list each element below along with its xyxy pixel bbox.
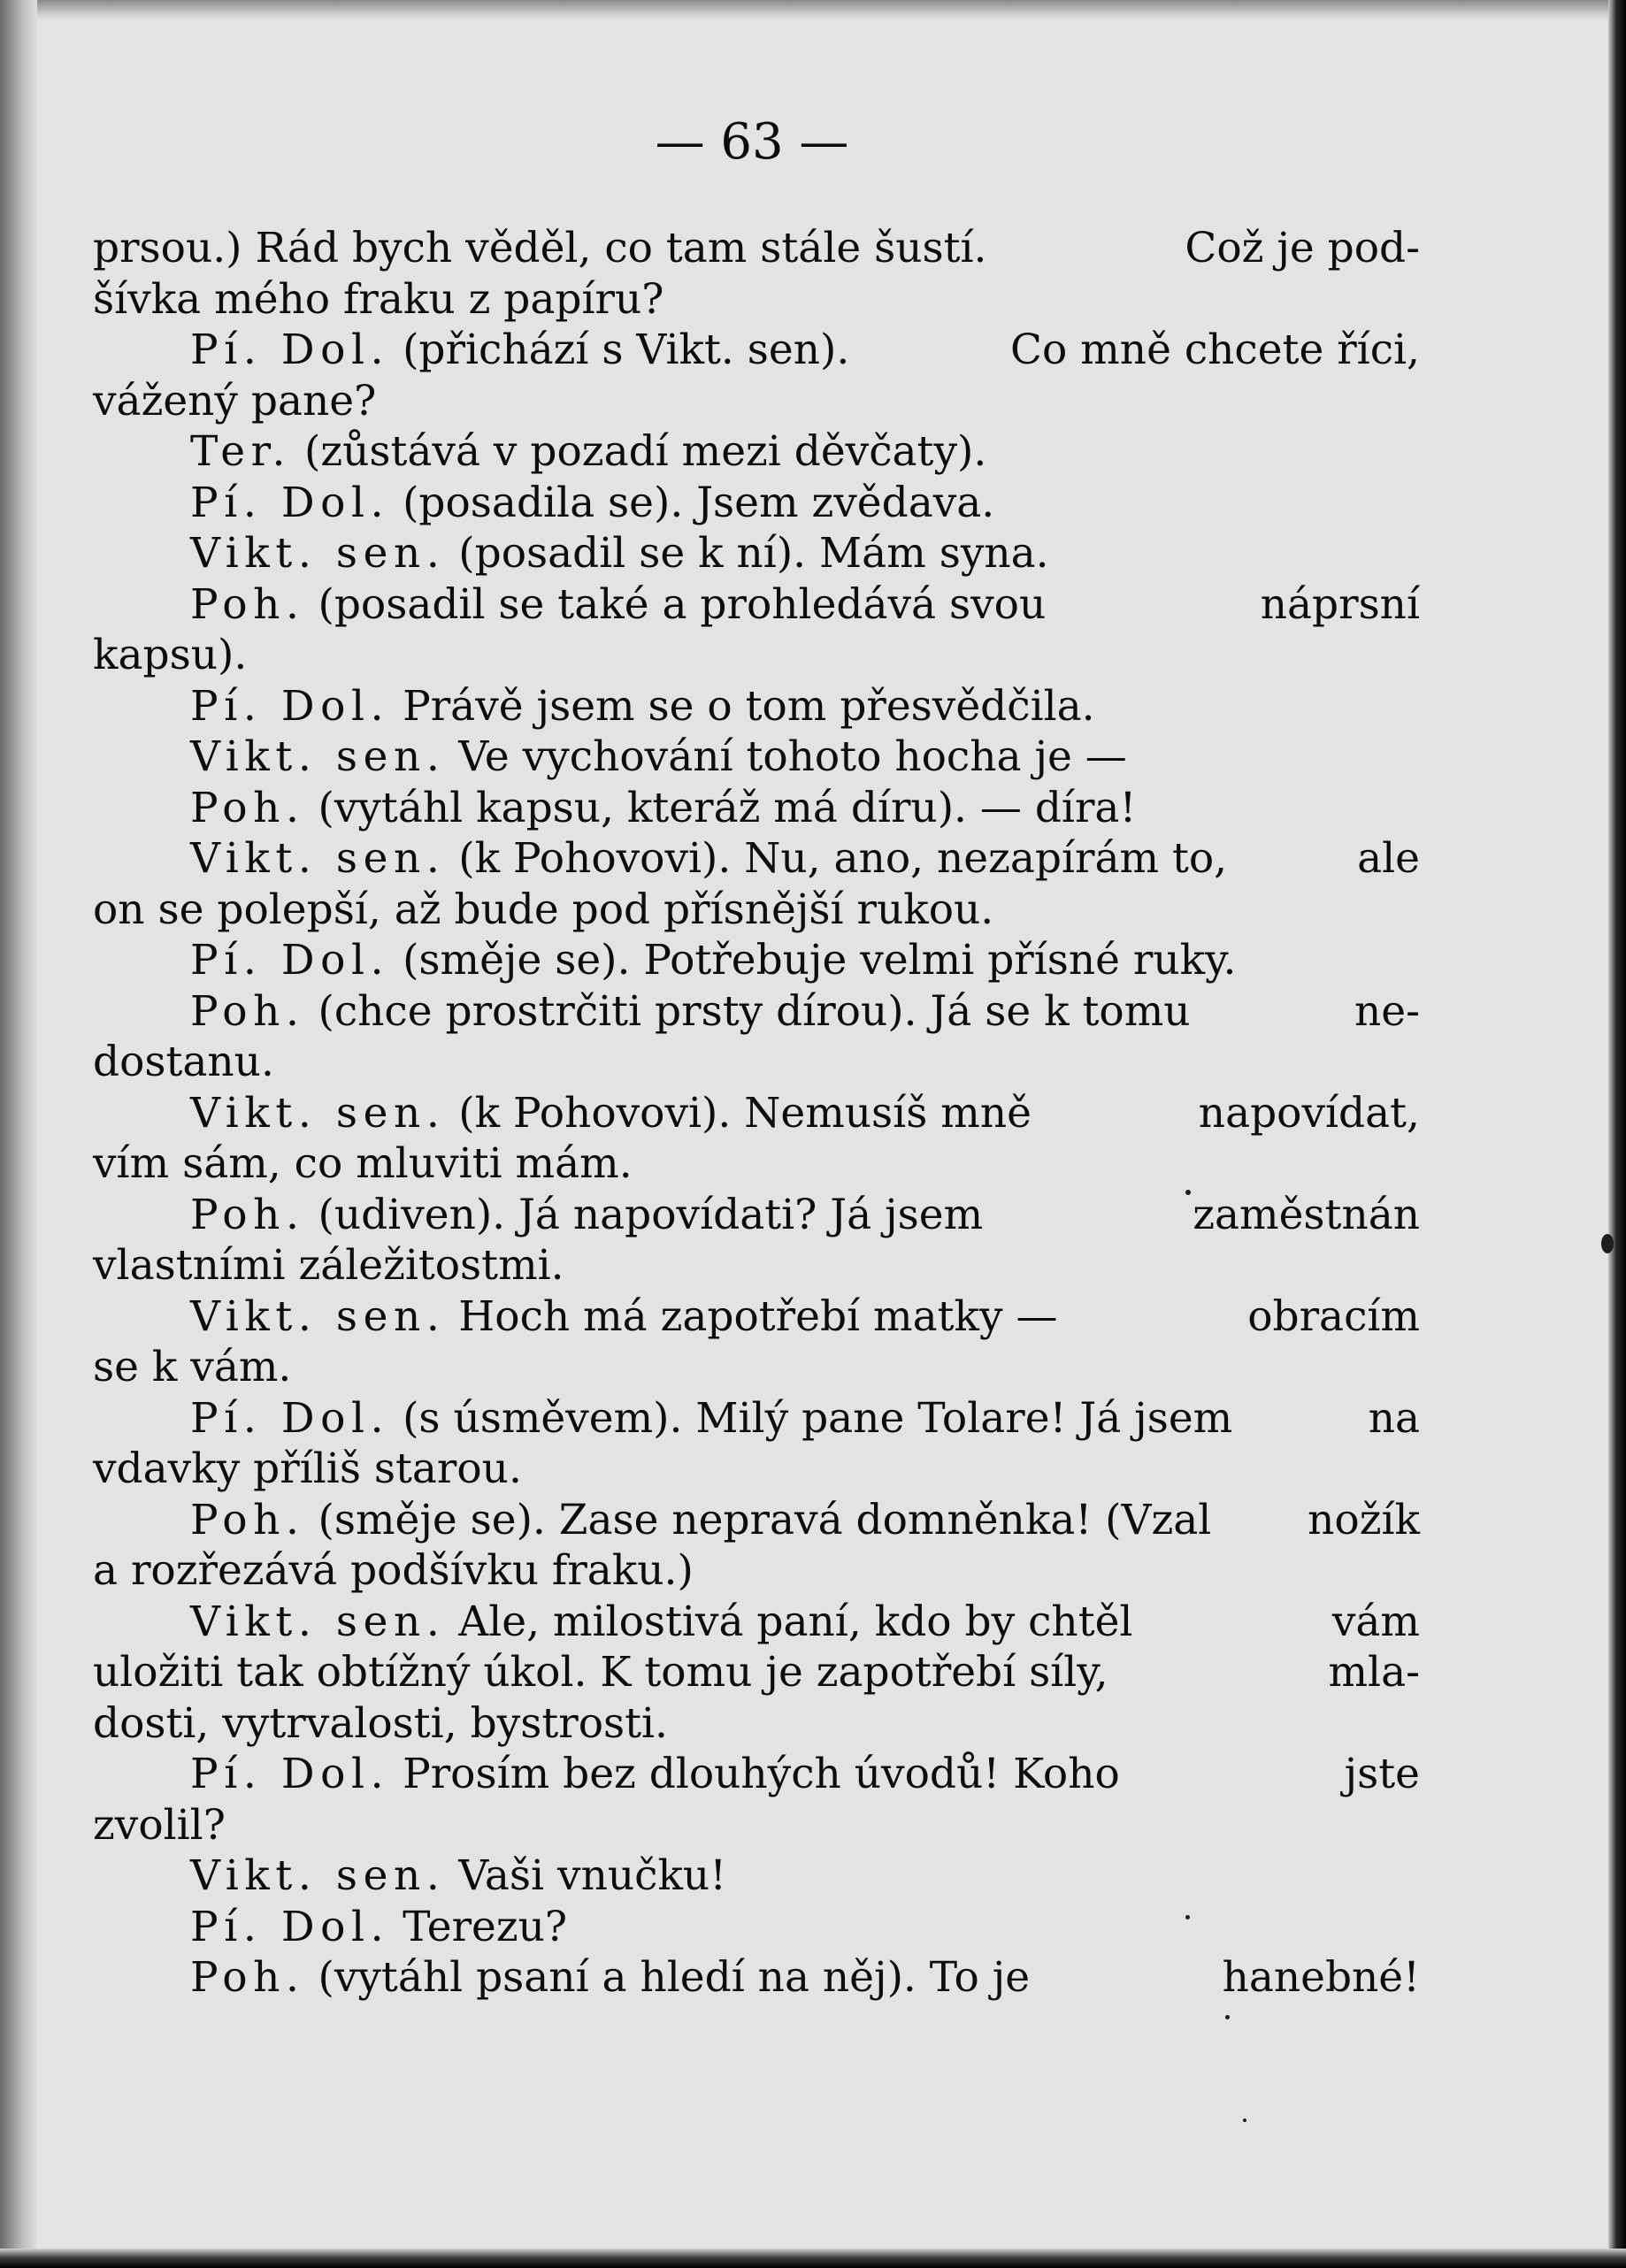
speaker-name: Poh. [190,1495,305,1544]
line-segment [190,784,1136,832]
line-text: Ve vychování tohoto hocha je — [445,732,1127,781]
line-text: (vytáhl psaní a hledí na něj). To je [304,1953,1031,2002]
line-text: (s úsměvem). Milý pane Tolare! Já jsem [389,1393,1233,1443]
line-segment [93,223,986,274]
text-line [93,1088,1420,1139]
line-segment: jste [1344,1750,1420,1798]
line-segment [190,1597,1132,1648]
line-segment: hanebné! [1222,1953,1420,2002]
text-line [93,1800,1420,1851]
speaker-name: Ter. [190,427,292,476]
line-segment [190,833,1227,885]
line-segment [93,1343,291,1391]
speaker-name: Vikt. sen. [190,732,446,781]
speaker-name: Poh. [190,986,305,1036]
text-line [93,376,1420,427]
line-segment: napovídat, [1198,1088,1420,1138]
line-segment [190,325,849,376]
text-line [93,1444,1420,1495]
line-text: kapsu). [93,631,248,679]
line-segment: vám [1331,1597,1420,1646]
speaker-name: Vikt. sen. [190,1291,446,1341]
text-line [93,1291,1420,1343]
line-segment [190,732,1127,781]
line-segment: ne- [1354,986,1420,1036]
text-line [93,935,1420,986]
text-line [93,1647,1420,1698]
speaker-name: Pí. Dol. [190,1393,390,1443]
line-text: Vaši vnučku! [445,1851,727,1900]
text-line [93,681,1420,732]
line-segment [190,1903,567,1951]
line-text: a rozřezává podšívku fraku.) [93,1546,694,1595]
line-text: (směje se). Potřebuje velmi přísné ruky. [389,936,1237,985]
page-edge-right [1608,0,1626,2268]
text-line [93,783,1420,834]
text-line [93,1850,1420,1902]
text-line [93,986,1420,1038]
print-speck [1225,2015,1230,2019]
text-line [93,1698,1420,1750]
print-speck [1243,2119,1246,2122]
print-speck [1185,1190,1191,1195]
speaker-name: Vikt. sen. [190,529,446,578]
line-text: on se polepší, až bude pod přísnější rukou. [93,885,994,934]
text-line [93,325,1420,376]
print-speck [1185,1915,1190,1919]
line-segment [93,275,663,324]
line-segment [190,1190,983,1241]
speaker-name: Poh. [190,783,305,832]
line-segment [190,1495,1211,1546]
line-text: Hoch má zapotřebí matky — [445,1291,1058,1341]
text-line [93,528,1420,579]
text-line [93,630,1420,681]
text-line [93,1393,1420,1444]
line-segment [190,986,1191,1038]
line-segment [190,1851,726,1900]
line-text: vlastními záležitostmi. [93,1241,564,1290]
play-text-block [93,223,1420,2004]
line-text: (k Pohovovi). Nemusíš mně [445,1088,1032,1138]
text-line [93,1597,1420,1648]
speaker-name: Pí. Dol. [190,478,390,527]
line-text: (přichází s Vikt. sen). [389,326,850,374]
line-text: (udiven). Já napovídati? Já jsem [304,1190,984,1239]
line-segment [93,1139,633,1188]
text-line [93,833,1420,885]
text-line [93,1037,1420,1088]
line-segment: Což je pod- [1185,224,1420,272]
text-line [93,885,1420,936]
line-segment [190,1393,1232,1444]
line-text: Terezu? [389,1902,568,1951]
line-segment: nožík [1308,1495,1420,1544]
speaker-name: Poh. [190,1190,305,1239]
line-text: (posadil se také a prohledává svou [304,579,1047,629]
line-segment [190,1749,1120,1800]
text-line [93,1342,1420,1393]
text-line [93,1495,1420,1546]
text-line [93,1749,1420,1800]
line-text: (chce prostrčiti prsty dírou). Já se k tomu [304,986,1191,1036]
line-segment [93,1546,694,1595]
text-line [93,1545,1420,1597]
speaker-name: Pí. Dol. [190,326,390,374]
text-line [93,579,1420,631]
text-line [93,1138,1420,1190]
line-segment: zaměstnán [1193,1190,1420,1239]
text-line [93,1952,1420,2004]
speaker-name: Vikt. sen. [190,1851,446,1900]
line-text: dostanu. [93,1038,274,1086]
line-text: Právě jsem se o tom přesvědčila. [389,681,1095,731]
line-segment [93,1241,564,1290]
line-segment [190,579,1046,631]
text-line [93,1240,1420,1291]
line-segment [190,529,1049,578]
speaker-name: Poh. [190,579,305,629]
line-text: zvolil? [93,1800,226,1850]
line-segment [93,1038,274,1086]
line-text: (posadila se). Jsem zvědava. [389,478,995,527]
line-text: (zůstává v pozadí mezi děvčaty). [291,427,987,476]
line-text: uložiti tak obtížný úkol. K tomu je zapotřebí síly, [93,1648,1108,1697]
line-segment: náprsní [1260,579,1420,629]
line-text: vdavky příliš starou. [93,1444,522,1493]
line-segment: ale [1357,834,1420,883]
speaker-name: Pí. Dol. [190,1750,390,1798]
line-segment: na [1368,1393,1420,1443]
line-text: vážený pane? [93,376,377,425]
line-segment: mla- [1328,1648,1420,1697]
line-segment [93,1444,522,1493]
line-text: Ale, milostivá paní, kdo by chtěl [445,1597,1133,1646]
text-line [93,732,1420,783]
text-line [93,1902,1420,1953]
page-edge-left [0,0,37,2268]
line-segment [190,427,986,476]
page-edge-bottom [0,2249,1626,2268]
line-text: dosti, vytrvalosti, bystrosti. [93,1698,668,1748]
line-segment [93,885,993,934]
line-text: (směje se). Zase nepravá domněnka! (Vzal [304,1495,1212,1544]
page-number: — 63 — [655,113,849,171]
text-line [93,478,1420,529]
speaker-name: Pí. Dol. [190,936,390,985]
speaker-name: Pí. Dol. [190,1902,390,1951]
page-edge-top [0,0,1626,21]
speaker-name: Poh. [190,1953,305,2002]
line-text: (posadil se k ní). Mám syna. [445,529,1049,578]
line-segment [93,1699,668,1748]
text-line [93,1190,1420,1241]
print-speck [1601,1234,1614,1253]
line-text: prsou.) Rád bych věděl, co tam stále šustí. [93,224,987,272]
line-segment [93,631,247,679]
text-line [93,426,1420,478]
line-segment [93,1647,1108,1698]
line-segment [190,1088,1032,1139]
text-line [93,223,1420,274]
speaker-name: Vikt. sen. [190,1597,446,1646]
line-segment [190,1291,1057,1343]
line-text: šívka mého fraku z papíru? [93,274,664,324]
speaker-name: Vikt. sen. [190,834,446,883]
line-text: (k Pohovovi). Nu, ano, nezapírám to, [445,834,1228,883]
speaker-name: Pí. Dol. [190,681,390,731]
line-segment: Co mně chcete říci, [1010,326,1420,374]
line-text: Prosím bez dlouhých úvodů! Koho [389,1750,1120,1798]
text-line [93,274,1420,326]
line-segment [190,682,1095,731]
line-segment: obracím [1247,1291,1420,1341]
line-segment [190,936,1236,985]
line-text: vím sám, co mluviti mám. [93,1139,633,1188]
line-segment [93,1801,226,1850]
line-segment [93,377,376,425]
speaker-name: Vikt. sen. [190,1088,446,1138]
line-text: se k vám. [93,1343,292,1391]
line-segment [190,1952,1030,2004]
line-text: (vytáhl kapsu, kteráž má díru). — díra! [304,783,1137,832]
line-segment [190,479,994,527]
